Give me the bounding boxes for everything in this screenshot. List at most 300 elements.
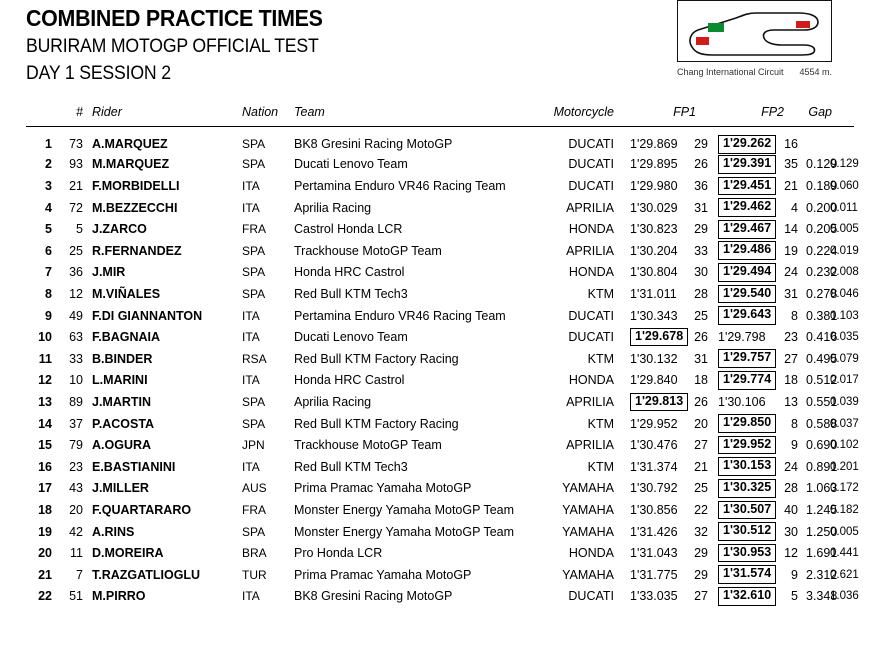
row-fp2-laps: 24 <box>784 265 798 280</box>
table-row[interactable] <box>26 154 854 176</box>
row-position: 19 <box>38 524 52 539</box>
row-gap-previous <box>830 127 854 154</box>
column-header-team: Team <box>294 105 526 127</box>
row-nation: SPA <box>242 394 266 409</box>
row-fp2-time-best: 1'29.850 <box>718 414 776 433</box>
row-motorcycle: HONDA <box>568 373 614 388</box>
row-rider-name: R.FERNANDEZ <box>92 243 182 258</box>
row-position: 14 <box>38 416 52 431</box>
row-fp2-laps: 21 <box>784 179 798 194</box>
row-fp1-time-best: 1'29.678 <box>630 328 688 347</box>
row-fp2-time <box>718 240 772 262</box>
row-fp1-laps: 26 <box>694 157 708 172</box>
row-team: Red Bull KTM Factory Racing <box>294 416 459 431</box>
column-header-fp2: FP2 <box>718 105 806 127</box>
row-fp2-time-best: 1'29.540 <box>718 285 776 304</box>
row-rider-name: P.ACOSTA <box>92 416 155 431</box>
row-motorcycle: APRILIA <box>566 438 614 453</box>
row-fp2-laps: 9 <box>791 567 798 582</box>
row-fp2-time-best: 1'30.953 <box>718 544 776 563</box>
row-position: 16 <box>38 459 52 474</box>
row-team: Aprilia Racing <box>294 200 372 215</box>
row-position: 21 <box>38 567 52 582</box>
row-number: 79 <box>69 438 83 453</box>
row-fp2-time-best: 1'29.774 <box>718 371 776 390</box>
row-team: Honda HRC Castrol <box>294 265 405 280</box>
row-gap-leader: 0.129 <box>806 157 838 172</box>
row-position: 4 <box>45 200 52 215</box>
row-gap-leader: 1.691 <box>806 546 838 561</box>
row-fp1-time: 1'29.869 <box>630 137 678 152</box>
row-fp2-time-best: 1'29.451 <box>718 177 776 196</box>
row-number: 5 <box>76 222 83 237</box>
row-fp2-time-best: 1'29.262 <box>718 135 776 154</box>
row-position: 18 <box>38 502 52 517</box>
row-gap-previous: 0.182 <box>830 503 859 516</box>
row-motorcycle: HONDA <box>568 546 614 561</box>
row-motorcycle: KTM <box>587 459 614 474</box>
row-fp1-time: 1'30.343 <box>630 308 678 323</box>
row-fp1-time: 1'30.476 <box>630 438 678 453</box>
column-header-motorcycle: Motorcycle <box>526 105 630 127</box>
row-fp1-laps: 29 <box>694 567 708 582</box>
row-position: 11 <box>38 351 52 366</box>
row-gap-previous: 0.005 <box>830 525 859 538</box>
row-fp1-time: 1'31.374 <box>630 459 678 474</box>
row-gap-previous: 0.017 <box>830 374 859 387</box>
row-fp1-laps: 20 <box>694 416 708 431</box>
row-nation: SPA <box>242 157 266 172</box>
row-fp1-time: 1'33.035 <box>630 589 678 604</box>
row-position: 15 <box>38 438 52 453</box>
row-fp1-time: 1'31.011 <box>630 286 677 301</box>
row-motorcycle: HONDA <box>568 222 614 237</box>
row-fp2-laps: 27 <box>784 351 798 366</box>
row-fp2-time <box>718 175 772 197</box>
row-position: 13 <box>38 394 52 409</box>
row-gap-leader: 0.381 <box>806 308 838 323</box>
row-position: 17 <box>38 481 52 496</box>
row-number: 89 <box>69 394 83 409</box>
row-position: 5 <box>45 222 52 237</box>
row-fp2-time <box>718 456 772 478</box>
table-row[interactable] <box>26 478 854 500</box>
row-team: Red Bull KTM Factory Racing <box>294 351 459 366</box>
row-nation: SPA <box>242 524 266 539</box>
column-header-fp1: FP1 <box>630 105 718 127</box>
row-gap-leader: 0.551 <box>806 394 838 409</box>
row-rider-name: M.MARQUEZ <box>92 157 170 172</box>
row-fp1-laps: 25 <box>694 481 708 496</box>
row-fp2-time-best: 1'30.512 <box>718 522 776 541</box>
table-row[interactable] <box>26 542 854 564</box>
row-fp2-laps: 30 <box>784 524 798 539</box>
row-fp2-time-best: 1'29.486 <box>718 241 776 260</box>
row-gap-leader: 3.348 <box>806 589 838 604</box>
row-gap-previous: 0.039 <box>830 395 859 408</box>
row-team: BK8 Gresini Racing MotoGP <box>294 137 453 152</box>
row-fp2-laps: 23 <box>784 330 798 345</box>
row-gap-leader: 0.512 <box>806 373 838 388</box>
row-nation: SPA <box>242 416 266 431</box>
row-team: Red Bull KTM Tech3 <box>294 286 408 301</box>
table-row[interactable] <box>26 521 854 543</box>
row-gap-previous: 0.441 <box>830 547 859 560</box>
row-motorcycle: DUCATI <box>568 157 614 172</box>
row-fp2-laps: 12 <box>784 546 798 561</box>
row-rider-name: F.DI GIANNANTON <box>92 308 203 323</box>
table-row[interactable] <box>26 348 854 370</box>
row-fp1-laps: 26 <box>694 330 708 345</box>
row-fp1-laps: 32 <box>694 524 708 539</box>
row-number: 37 <box>69 416 83 431</box>
row-position: 3 <box>45 179 52 194</box>
row-fp2-laps: 24 <box>784 459 798 474</box>
row-nation: ITA <box>242 589 260 604</box>
row-rider-name: A.MARQUEZ <box>92 137 168 152</box>
row-gap-previous: 0.172 <box>830 482 859 495</box>
row-team: Castrol Honda LCR <box>294 222 403 237</box>
row-number: 43 <box>69 481 83 496</box>
table-row[interactable] <box>26 413 854 435</box>
row-number: 36 <box>69 265 83 280</box>
row-fp2-time <box>718 348 772 370</box>
row-nation: JPN <box>242 438 265 453</box>
row-nation: SPA <box>242 243 266 258</box>
row-fp2-laps: 14 <box>784 222 798 237</box>
row-motorcycle: KTM <box>587 416 614 431</box>
row-fp1-time: 1'31.043 <box>630 546 678 561</box>
row-team: Trackhouse MotoGP Team <box>294 243 442 258</box>
row-gap-leader: 0.200 <box>806 200 838 215</box>
row-fp2-time-best: 1'30.325 <box>718 479 776 498</box>
results-table-container <box>26 105 859 607</box>
row-number: 72 <box>69 200 83 215</box>
row-gap-leader: 0.205 <box>806 222 838 237</box>
table-row[interactable] <box>26 499 854 521</box>
row-position: 20 <box>38 546 52 561</box>
row-fp2-time <box>718 499 772 521</box>
table-row[interactable] <box>26 175 854 197</box>
row-fp1-time <box>630 326 684 348</box>
row-rider-name: L.MARINI <box>92 373 148 388</box>
row-fp2-time <box>718 542 772 564</box>
table-row[interactable] <box>26 456 854 478</box>
circuit-length: 4554 m. <box>799 67 832 77</box>
table-row[interactable] <box>26 127 854 154</box>
row-fp2-laps: 8 <box>791 416 798 431</box>
row-motorcycle: DUCATI <box>568 179 614 194</box>
row-position: 8 <box>45 286 52 301</box>
row-gap-previous: 0.019 <box>830 244 859 257</box>
row-rider-name: F.QUARTARARO <box>92 502 192 517</box>
row-fp2-laps: 13 <box>784 394 798 409</box>
row-fp1-laps: 29 <box>694 546 708 561</box>
row-fp2-time-best: 1'29.494 <box>718 263 776 282</box>
row-gap-leader: 1.245 <box>806 502 838 517</box>
row-number: 25 <box>69 243 83 258</box>
row-position: 12 <box>38 373 52 388</box>
row-fp1-laps: 21 <box>694 459 708 474</box>
table-row[interactable] <box>26 262 854 284</box>
row-position: 7 <box>45 265 52 280</box>
row-fp1-time: 1'30.132 <box>630 351 678 366</box>
row-motorcycle: KTM <box>587 351 614 366</box>
row-nation: ITA <box>242 373 260 388</box>
row-fp2-time-best: 1'31.574 <box>718 565 776 584</box>
row-number: 49 <box>69 308 83 323</box>
table-row[interactable] <box>26 218 854 240</box>
row-rider-name: F.BAGNAIA <box>92 330 161 345</box>
row-number: 51 <box>69 589 83 604</box>
row-number: 12 <box>69 286 83 301</box>
row-rider-name: J.MIR <box>92 265 126 280</box>
row-team: Monster Energy Yamaha MotoGP Team <box>294 502 515 517</box>
row-motorcycle: DUCATI <box>568 589 614 604</box>
row-gap-previous: 0.037 <box>830 417 859 430</box>
row-nation: ITA <box>242 200 260 215</box>
row-gap-previous: 0.079 <box>830 352 859 365</box>
row-fp1-laps: 30 <box>694 265 708 280</box>
row-fp1-time: 1'29.840 <box>630 373 678 388</box>
row-fp1-time: 1'30.792 <box>630 481 678 496</box>
row-motorcycle: HONDA <box>568 265 614 280</box>
row-fp2-laps: 5 <box>791 589 798 604</box>
row-rider-name: E.BASTIANINI <box>92 459 176 474</box>
row-team: Pertamina Enduro VR46 Racing Team <box>294 308 506 323</box>
page-header <box>26 4 666 88</box>
circuit-map-icon <box>677 0 832 62</box>
row-fp2-time-best: 1'32.610 <box>718 587 776 606</box>
row-rider-name: J.MARTIN <box>92 394 152 409</box>
row-position: 9 <box>45 308 52 323</box>
table-row[interactable] <box>26 370 854 392</box>
row-number: 21 <box>69 179 83 194</box>
row-fp1-time: 1'30.804 <box>630 265 678 280</box>
row-gap-previous: 0.046 <box>830 287 859 300</box>
row-fp1-laps: 25 <box>694 308 708 323</box>
row-gap-leader: 0.224 <box>806 243 838 258</box>
row-number: 11 <box>70 546 83 561</box>
row-rider-name: A.RINS <box>92 524 135 539</box>
row-rider-name: J.MILLER <box>92 481 149 496</box>
row-position: 2 <box>45 157 52 172</box>
row-fp2-time <box>718 478 772 500</box>
row-fp2-time <box>718 521 772 543</box>
row-fp2-laps: 4 <box>791 200 798 215</box>
column-header-position <box>26 105 59 127</box>
results-table-body <box>26 127 859 608</box>
row-fp2-time-best: 1'29.757 <box>718 349 776 368</box>
column-header-nation: Nation <box>242 105 294 127</box>
row-fp2-time-best: 1'29.643 <box>718 306 776 325</box>
row-fp1-time: 1'30.029 <box>630 200 678 215</box>
row-nation: ITA <box>242 459 260 474</box>
row-fp2-time <box>718 564 772 586</box>
row-nation: ITA <box>242 308 260 323</box>
row-fp2-time-best: 1'29.952 <box>718 436 776 455</box>
row-motorcycle: DUCATI <box>568 308 614 323</box>
row-number: 33 <box>69 351 83 366</box>
row-fp2-laps: 31 <box>784 286 798 301</box>
row-team: Trackhouse MotoGP Team <box>294 438 442 453</box>
row-number: 7 <box>76 567 83 582</box>
row-position: 6 <box>45 243 52 258</box>
row-fp2-laps: 16 <box>784 137 798 152</box>
table-row[interactable] <box>26 305 854 327</box>
row-number: 93 <box>69 157 83 172</box>
row-number: 63 <box>69 330 83 345</box>
row-fp1-laps: 27 <box>694 438 708 453</box>
table-row[interactable] <box>26 326 854 348</box>
row-gap-leader: 0.416 <box>806 330 838 345</box>
column-header-number: # <box>59 105 92 127</box>
row-fp1-time: 1'29.895 <box>630 157 678 172</box>
row-position: 22 <box>38 589 52 604</box>
row-gap-previous: 0.035 <box>830 331 859 344</box>
row-gap-leader: 0.891 <box>806 459 838 474</box>
table-row[interactable] <box>26 391 854 413</box>
row-rider-name: B.BINDER <box>92 351 153 366</box>
row-fp1-time: 1'29.952 <box>630 416 678 431</box>
row-nation: SPA <box>242 265 266 280</box>
row-fp2-time <box>718 283 772 305</box>
row-nation: ITA <box>242 330 260 345</box>
row-number: 42 <box>69 524 83 539</box>
table-row[interactable] <box>26 586 854 608</box>
row-fp2-time <box>718 262 772 284</box>
row-fp2-laps: 19 <box>784 243 798 258</box>
row-fp1-time <box>630 391 684 413</box>
row-fp2-time <box>718 305 772 327</box>
row-fp1-time-best: 1'29.813 <box>630 393 688 412</box>
row-nation: FRA <box>242 502 266 517</box>
event-subtitle: BURIRAM MOTOGP OFFICIAL TEST <box>26 35 319 57</box>
row-nation: SPA <box>242 286 266 301</box>
row-gap-leader: 0.232 <box>806 265 838 280</box>
row-fp1-time: 1'29.980 <box>630 179 678 194</box>
row-gap-previous: 0.621 <box>830 568 859 581</box>
row-motorcycle: DUCATI <box>568 137 614 152</box>
row-team: Red Bull KTM Tech3 <box>294 459 408 474</box>
row-nation: FRA <box>242 222 266 237</box>
row-gap-leader <box>806 127 830 154</box>
row-fp2-time: 1'29.798 <box>718 330 766 345</box>
row-fp1-laps: 29 <box>694 137 708 152</box>
row-nation: SPA <box>242 137 266 152</box>
row-team: Ducati Lenovo Team <box>294 157 408 172</box>
row-fp1-time: 1'30.204 <box>630 243 678 258</box>
row-fp2-time <box>718 127 772 154</box>
row-gap-previous: 0.129 <box>830 158 859 171</box>
row-fp1-laps: 28 <box>694 286 708 301</box>
row-gap-leader: 0.278 <box>806 286 838 301</box>
row-fp1-laps: 29 <box>694 222 708 237</box>
row-rider-name: F.MORBIDELLI <box>92 179 180 194</box>
row-team: Pertamina Enduro VR46 Racing Team <box>294 179 506 194</box>
row-motorcycle: KTM <box>587 286 614 301</box>
row-fp2-time-best: 1'29.467 <box>718 220 776 239</box>
row-rider-name: M.BEZZECCHI <box>92 200 178 215</box>
row-motorcycle: YAMAHA <box>562 567 614 582</box>
page-title: COMBINED PRACTICE TIMES <box>26 5 323 31</box>
row-gap-leader: 0.690 <box>806 438 838 453</box>
row-team: Aprilia Racing <box>294 394 372 409</box>
row-fp2-time: 1'30.106 <box>718 394 766 409</box>
row-position: 1 <box>45 137 52 152</box>
row-fp2-laps: 28 <box>784 481 798 496</box>
row-fp1-time: 1'30.856 <box>630 502 678 517</box>
table-row[interactable] <box>26 283 854 305</box>
row-gap-previous: 0.060 <box>830 180 859 193</box>
row-fp2-time-best: 1'30.507 <box>718 501 776 520</box>
row-rider-name: M.VIÑALES <box>92 286 161 301</box>
row-gap-leader: 2.312 <box>806 567 838 582</box>
row-nation: ITA <box>242 179 260 194</box>
column-header-rider: Rider <box>92 105 242 127</box>
row-fp2-time <box>718 154 772 176</box>
row-number: 23 <box>69 459 83 474</box>
row-nation: BRA <box>242 546 267 561</box>
row-fp2-time-best: 1'29.391 <box>718 155 776 174</box>
row-motorcycle: APRILIA <box>566 200 614 215</box>
row-team: Ducati Lenovo Team <box>294 330 408 345</box>
row-fp2-time <box>718 586 772 608</box>
row-gap-previous: 0.103 <box>830 309 859 322</box>
session-label: DAY 1 SESSION 2 <box>26 63 171 85</box>
row-fp1-laps: 18 <box>694 373 708 388</box>
row-gap-previous: 0.005 <box>830 223 859 236</box>
row-fp2-time-best: 1'30.153 <box>718 457 776 476</box>
circuit-name: Chang International Circuit <box>677 67 784 77</box>
row-team: Prima Pramac Yamaha MotoGP <box>294 481 472 496</box>
row-nation: AUS <box>242 481 267 496</box>
table-row[interactable] <box>26 434 854 456</box>
row-number: 73 <box>69 137 83 152</box>
row-fp2-laps: 35 <box>784 157 798 172</box>
row-team: BK8 Gresini Racing MotoGP <box>294 589 453 604</box>
row-rider-name: A.OGURA <box>92 438 152 453</box>
row-fp1-laps: 26 <box>694 394 708 409</box>
row-fp2-time <box>718 413 772 435</box>
row-fp2-time <box>718 197 772 219</box>
row-motorcycle: YAMAHA <box>562 524 614 539</box>
row-gap-leader: 0.588 <box>806 416 838 431</box>
table-row[interactable] <box>26 197 854 219</box>
row-team: Honda HRC Castrol <box>294 373 405 388</box>
row-fp2-time <box>718 218 772 240</box>
row-gap-leader: 0.495 <box>806 351 838 366</box>
row-motorcycle: YAMAHA <box>562 481 614 496</box>
row-number: 20 <box>69 502 83 517</box>
row-fp1-time: 1'31.426 <box>630 524 678 539</box>
table-row[interactable] <box>26 240 854 262</box>
row-fp1-laps: 27 <box>694 589 708 604</box>
row-gap-leader: 0.189 <box>806 179 838 194</box>
row-team: Monster Energy Yamaha MotoGP Team <box>294 524 515 539</box>
row-fp1-time: 1'31.775 <box>630 567 678 582</box>
table-row[interactable] <box>26 564 854 586</box>
row-fp2-laps: 8 <box>791 308 798 323</box>
row-fp2-time <box>718 434 772 456</box>
row-fp2-time-best: 1'29.462 <box>718 198 776 217</box>
row-gap-leader: 1.250 <box>806 524 838 539</box>
row-gap-previous: 0.008 <box>830 266 859 279</box>
row-rider-name: J.ZARCO <box>92 222 147 237</box>
row-fp1-time: 1'30.823 <box>630 222 678 237</box>
row-motorcycle: YAMAHA <box>562 502 614 517</box>
row-motorcycle: APRILIA <box>566 243 614 258</box>
